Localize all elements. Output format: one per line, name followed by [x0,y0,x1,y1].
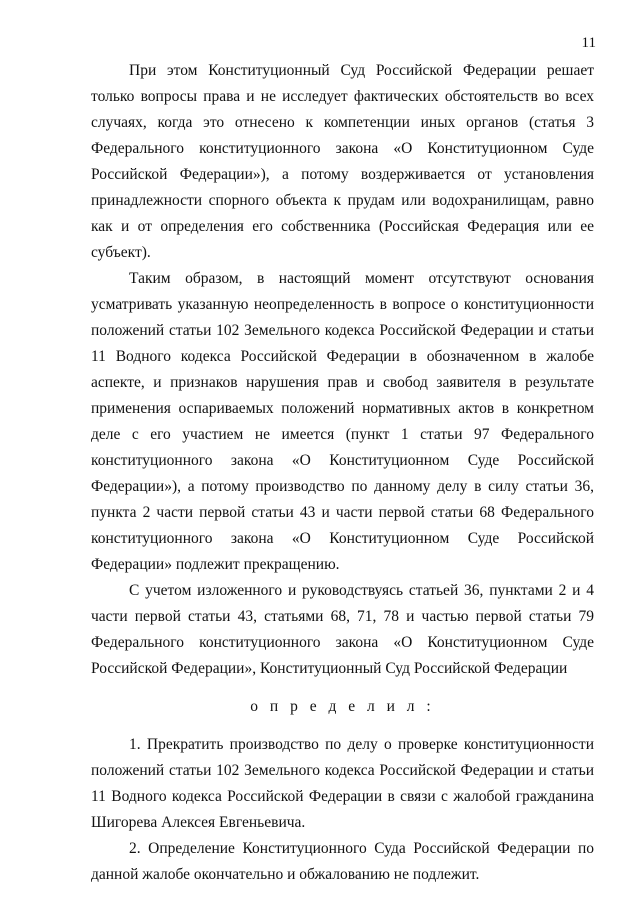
verdict-heading: о п р е д е л и л : [250,698,435,715]
document-body [91,58,594,888]
page-number: 11 [581,35,596,51]
paragraph-legal-basis: С учетом изложенного и руководствуясь статьей 36, пунктами 2 и 4 части первой статьи 43, статьями 68, 71, 78 и частью первой статьи 79 Федерального конституционного закона «О Конституционном Суде Российской Федерации», Конституционный Суд Российской Федерации [91,582,594,677]
paragraph-court-competence: При этом Конституционный Суд Российской Федерации решает только вопросы права и не исследует фактических обстоятельств во всех случаях, когда это отнесено к компетенции иных органов (статья 3 Федерального конституционного закона «О Конституционном Суде Российской Федерации»), а потому воздерживается от установления принадлежности спорного объекта к прудам или водохранилищам, равно как и от определения его собственника (Российская Федерация или ее субъект). [91,62,594,261]
resolution-item-2: 2. Определение Конституционного Суда Российской Федерации по данной жалобе окончательно и обжалованию не подлежит. [91,840,594,883]
paragraph-conclusion: Таким образом, в настоящий момент отсутствуют основания усматривать указанную неопределенность в вопросе о конституционности положений статьи 102 Земельного кодекса Российской Федерации и статьи 11 Водного кодекса Российской Федерации в обозначенном в жалобе аспекте, и признаков нарушения прав и свобод заявителя в результате применения оспариваемых положений нормативных актов в конкретном деле с его участием не имеется (пункт 1 статьи 97 Федерального конституционного закона «О Конституционном Суде Российской Федерации»), а потому производство по данному делу в силу статьи 36, пункта 2 части первой статьи 43 и части первой статьи 68 Федерального конституционного закона «О Конституционном Суде Российской Федерации» подлежит прекращению. [91,270,594,573]
resolution-item-1: 1. Прекратить производство по делу о проверке конституционности положений статьи 102 Земельного кодекса Российской Федерации и статьи 11 Водного кодекса Российской Федерации в связи с жалобой гражданина Шигорева Алексея Евгеньевича. [91,736,594,831]
